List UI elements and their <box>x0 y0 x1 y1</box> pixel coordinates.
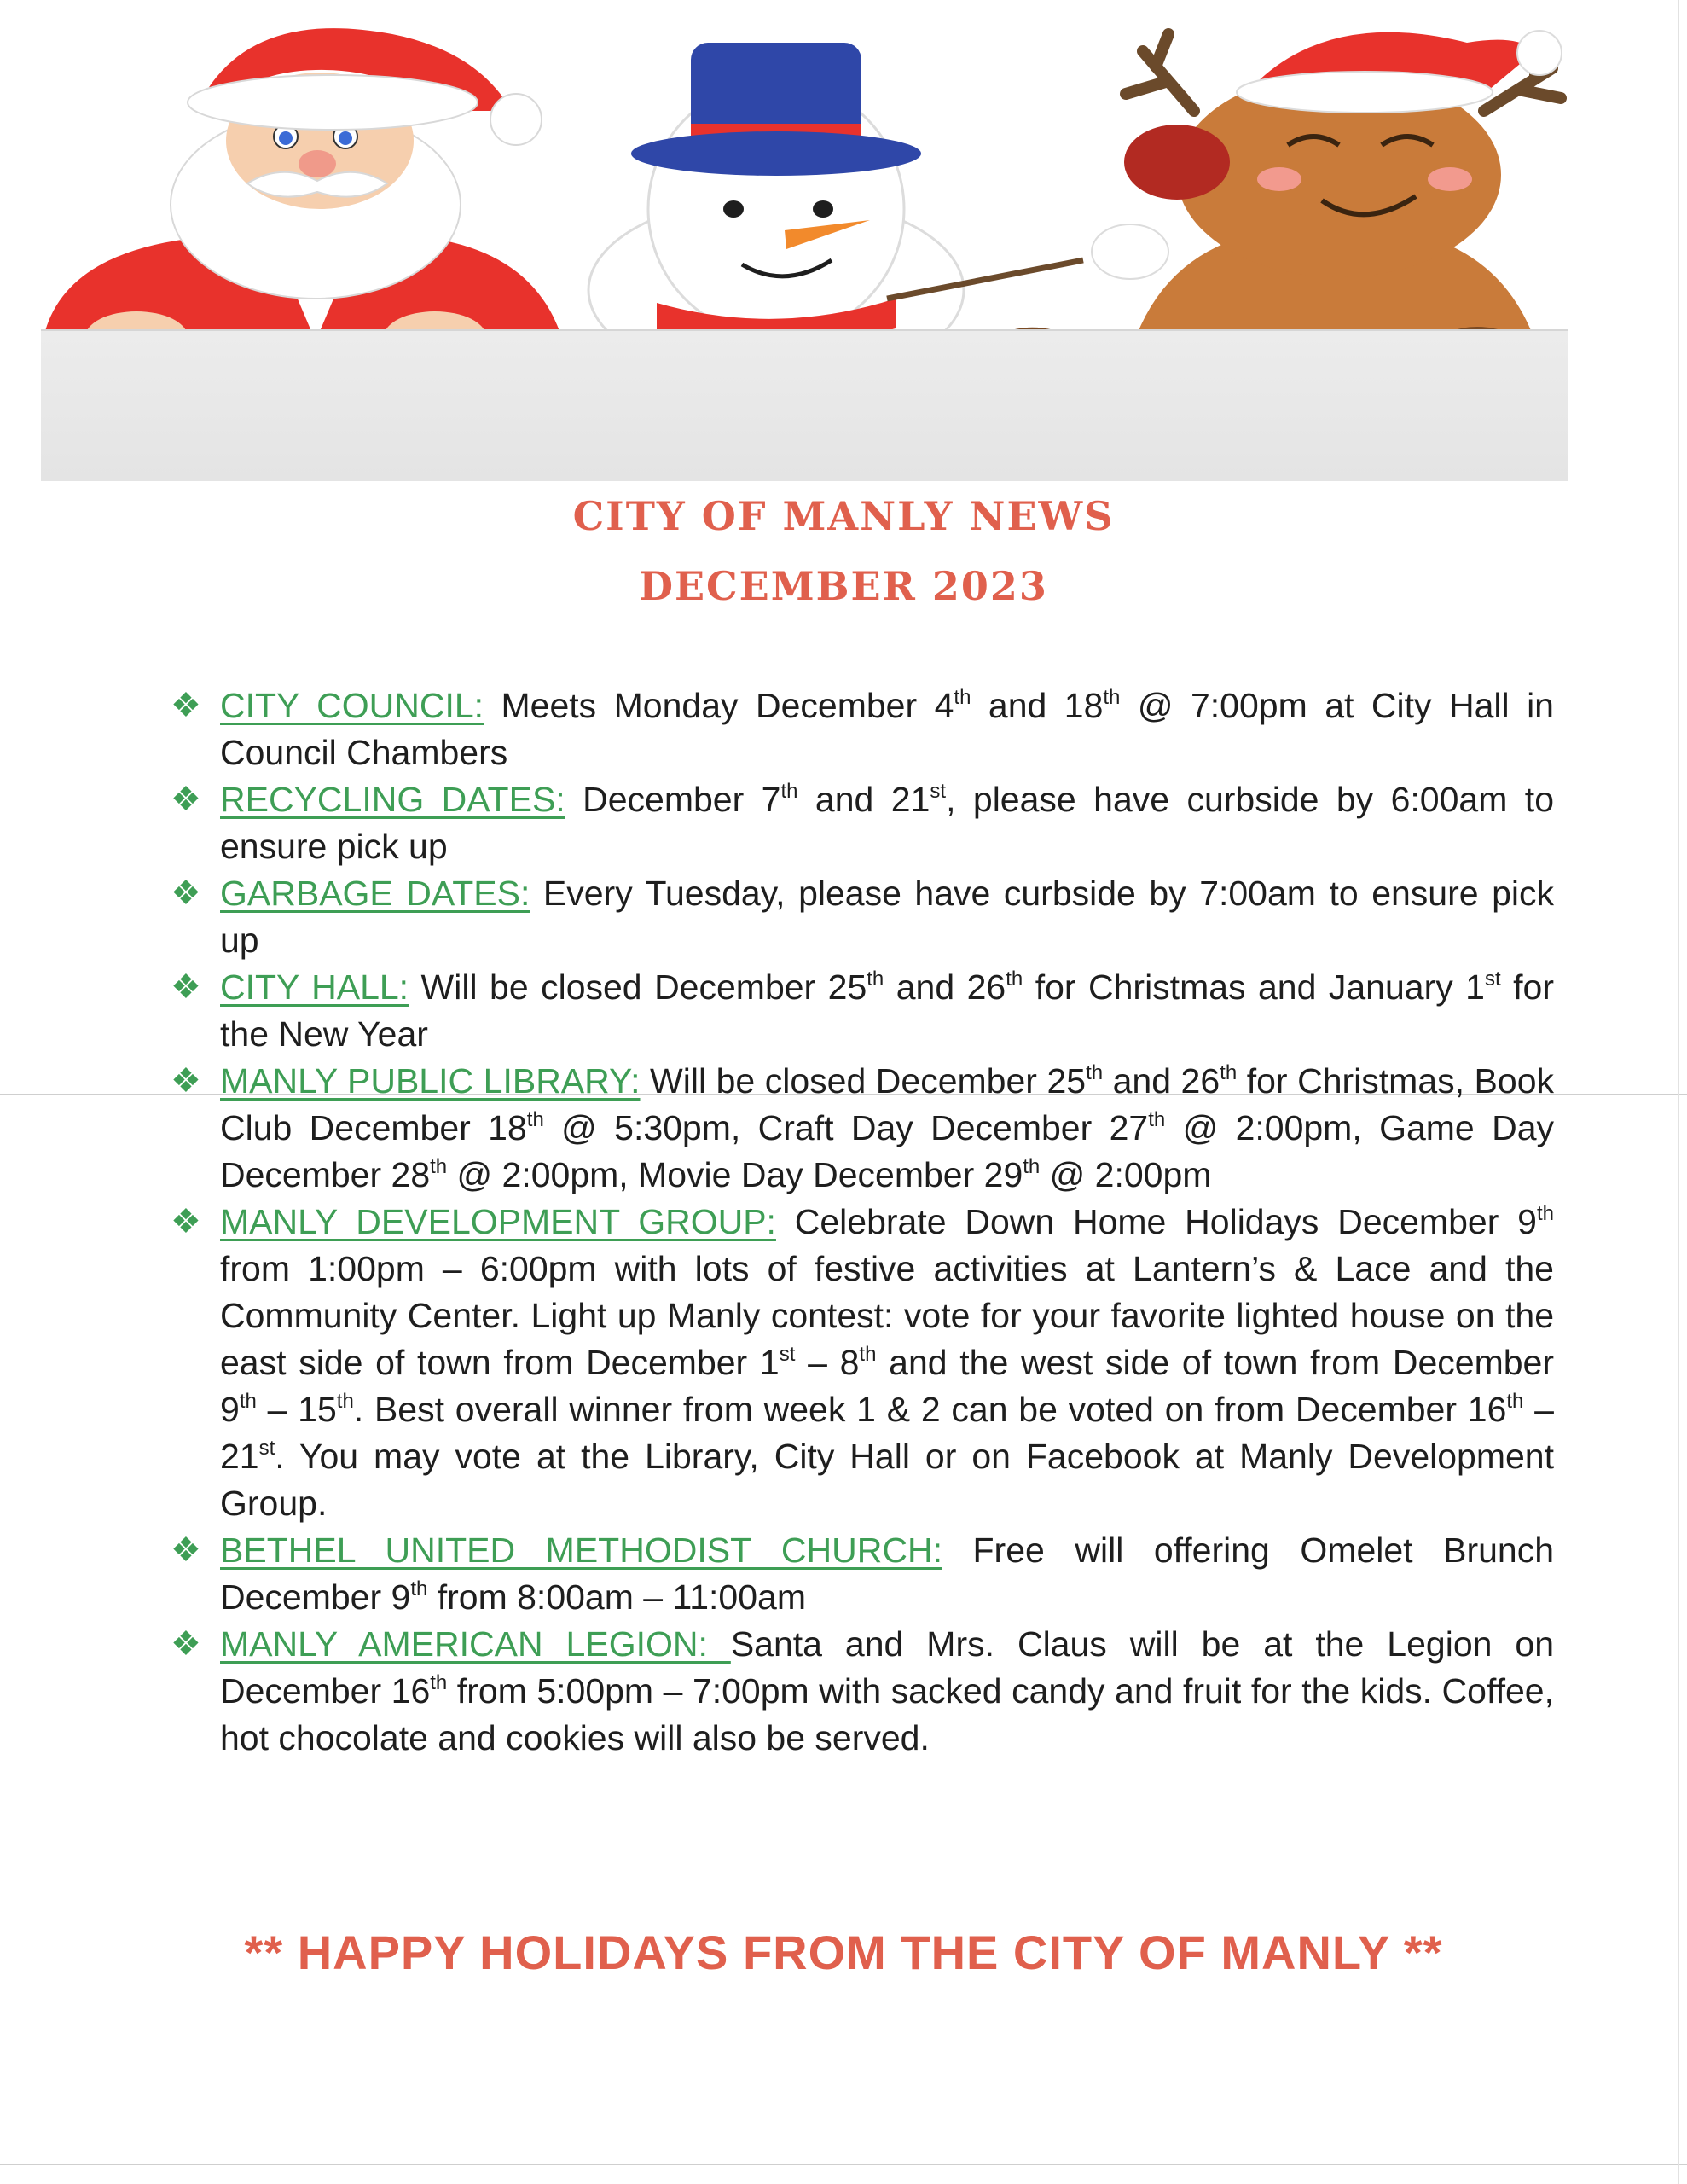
list-item-body: from 1:00pm – 6:00pm with lots of festive activities at Lantern’s & Lace and the Community Center. Light up Manly contest: vote for your favorite lighted house on the east side of town from December 1 <box>220 1249 1554 1382</box>
list-item-body: @ 2:00pm, Game Day December 28 <box>220 1108 1554 1194</box>
list-item-body: – 15 <box>256 1390 337 1429</box>
list-item-body: and 26 <box>884 967 1006 1007</box>
list-item-text <box>220 1621 1554 1762</box>
list-item-heading: CITY COUNCIL: <box>220 686 484 725</box>
ordinal-suffix: th <box>859 1343 877 1366</box>
list-item-body: from 5:00pm – 7:00pm with sacked candy and fruit for the kids. Coffee, hot chocolate and cookies will also be served. <box>220 1671 1555 1757</box>
list-item-heading: BETHEL UNITED METHODIST CHURCH: <box>220 1531 942 1570</box>
ordinal-suffix: th <box>954 686 971 709</box>
list-item-heading: RECYCLING DATES: <box>220 780 565 819</box>
ordinal-suffix: th <box>336 1390 354 1413</box>
holiday-greeting: ** HAPPY HOLIDAYS FROM THE CITY OF MANLY ** <box>244 1926 1443 1979</box>
ordinal-suffix: th <box>239 1390 257 1413</box>
list-item <box>171 776 1554 870</box>
diamond-dots-icon: ❖ <box>171 1531 201 1569</box>
list-item <box>171 1199 1554 1527</box>
list-item-heading: MANLY DEVELOPMENT GROUP: <box>220 1202 776 1241</box>
ordinal-suffix: th <box>410 1577 428 1600</box>
ordinal-suffix: th <box>430 1155 448 1178</box>
list-item-body: Celebrate Down Home Holidays December 9 <box>775 1202 1537 1241</box>
list-item-body: . You may vote at the Library, City Hall or on Facebook at Manly Development Group. <box>220 1437 1554 1523</box>
list-item-body: Meets Monday December 4 <box>484 686 954 725</box>
list-item-heading: GARBAGE DATES: <box>220 874 530 913</box>
list-item-body: and 26 <box>1103 1061 1220 1101</box>
list-item-text <box>220 1058 1554 1199</box>
ordinal-suffix: th <box>1536 1202 1554 1225</box>
list-item-body: from 8:00am – 11:00am <box>427 1577 806 1617</box>
page-bottom-divider <box>0 2164 1687 2165</box>
diamond-dots-icon: ❖ <box>171 874 201 912</box>
ordinal-suffix: st <box>258 1437 275 1460</box>
list-item-text <box>220 776 1554 870</box>
ordinal-suffix: th <box>1148 1108 1166 1131</box>
ordinal-suffix: th <box>1220 1061 1238 1084</box>
news-list <box>171 682 1554 1762</box>
ordinal-suffix: st <box>779 1343 796 1366</box>
ordinal-suffix: th <box>1006 967 1023 990</box>
ordinal-suffix: th <box>1023 1155 1041 1178</box>
list-item-text <box>220 1199 1554 1527</box>
page-right-edge <box>1678 0 1679 2184</box>
ordinal-suffix: st <box>1485 967 1501 990</box>
list-item-text <box>220 870 1554 964</box>
list-item-text <box>220 1527 1554 1621</box>
diamond-dots-icon: ❖ <box>171 1062 201 1100</box>
ordinal-suffix: th <box>780 780 798 803</box>
list-item <box>171 964 1554 1058</box>
list-item-body: @ 2:00pm <box>1040 1155 1212 1194</box>
list-item-heading: MANLY PUBLIC LIBRARY: <box>220 1061 641 1101</box>
list-item-body: @ 7:00pm at City Hall in Council Chambers <box>220 686 1554 772</box>
ordinal-suffix: st <box>930 780 947 803</box>
list-item-body: – 21 <box>220 1390 1554 1476</box>
ordinal-suffix: th <box>526 1108 544 1131</box>
list-item-body: for Christmas and January 1 <box>1023 967 1485 1007</box>
banner-panel <box>41 329 1568 481</box>
diamond-dots-icon: ❖ <box>171 1203 201 1240</box>
list-item-body: . Best overall winner from week 1 & 2 can be voted on from December 16 <box>353 1390 1507 1429</box>
diamond-dots-icon: ❖ <box>171 781 201 818</box>
list-item-text <box>220 682 1554 776</box>
list-item <box>171 1527 1554 1621</box>
list-item-body: , please have curbside by 6:00am to ensure pick up <box>220 780 1554 866</box>
page-subtitle-date: DECEMBER 2023 <box>639 563 1048 609</box>
list-item-body: for the New Year <box>220 967 1554 1054</box>
ordinal-suffix: th <box>1103 686 1121 709</box>
diamond-dots-icon: ❖ <box>171 968 201 1006</box>
list-item-body: and the west side of town from December 9 <box>220 1343 1554 1429</box>
page-title: CITY OF MANLY NEWS <box>572 493 1115 539</box>
santa-illustration <box>43 28 563 363</box>
list-item <box>171 1058 1554 1199</box>
list-item-body: Will be closed December 25 <box>640 1061 1087 1101</box>
ordinal-suffix: th <box>430 1671 448 1694</box>
ordinal-suffix: th <box>1506 1390 1524 1413</box>
list-item-heading: MANLY AMERICAN LEGION: <box>220 1624 731 1664</box>
list-item-body: and 18 <box>971 686 1104 725</box>
list-item-body: Santa and Mrs. Claus will be at the Legion on December 16 <box>220 1624 1554 1711</box>
list-item-body: Every Tuesday, please have curbside by 7:00am to ensure pick up <box>220 874 1554 960</box>
list-item <box>171 682 1554 776</box>
list-item-body: Will be closed December 25 <box>409 967 867 1007</box>
list-item-heading: CITY HALL: <box>220 967 409 1007</box>
list-item-body: for Christmas, Book Club December 18 <box>220 1061 1555 1147</box>
list-item-body: – 8 <box>795 1343 860 1382</box>
list-item-body: Free will offering Omelet Brunch December 9 <box>220 1531 1555 1617</box>
list-item-body: and 21 <box>797 780 930 819</box>
ordinal-suffix: th <box>867 967 884 990</box>
list-item-body: December 7 <box>565 780 781 819</box>
diamond-dots-icon: ❖ <box>171 1625 201 1663</box>
list-item-text <box>220 964 1554 1058</box>
list-item-body: @ 5:30pm, Craft Day December 27 <box>543 1108 1149 1147</box>
ordinal-suffix: th <box>1086 1061 1104 1084</box>
list-item <box>171 870 1554 964</box>
list-item-body: @ 2:00pm, Movie Day December 29 <box>447 1155 1023 1194</box>
diamond-dots-icon: ❖ <box>171 687 201 724</box>
list-item <box>171 1621 1554 1762</box>
